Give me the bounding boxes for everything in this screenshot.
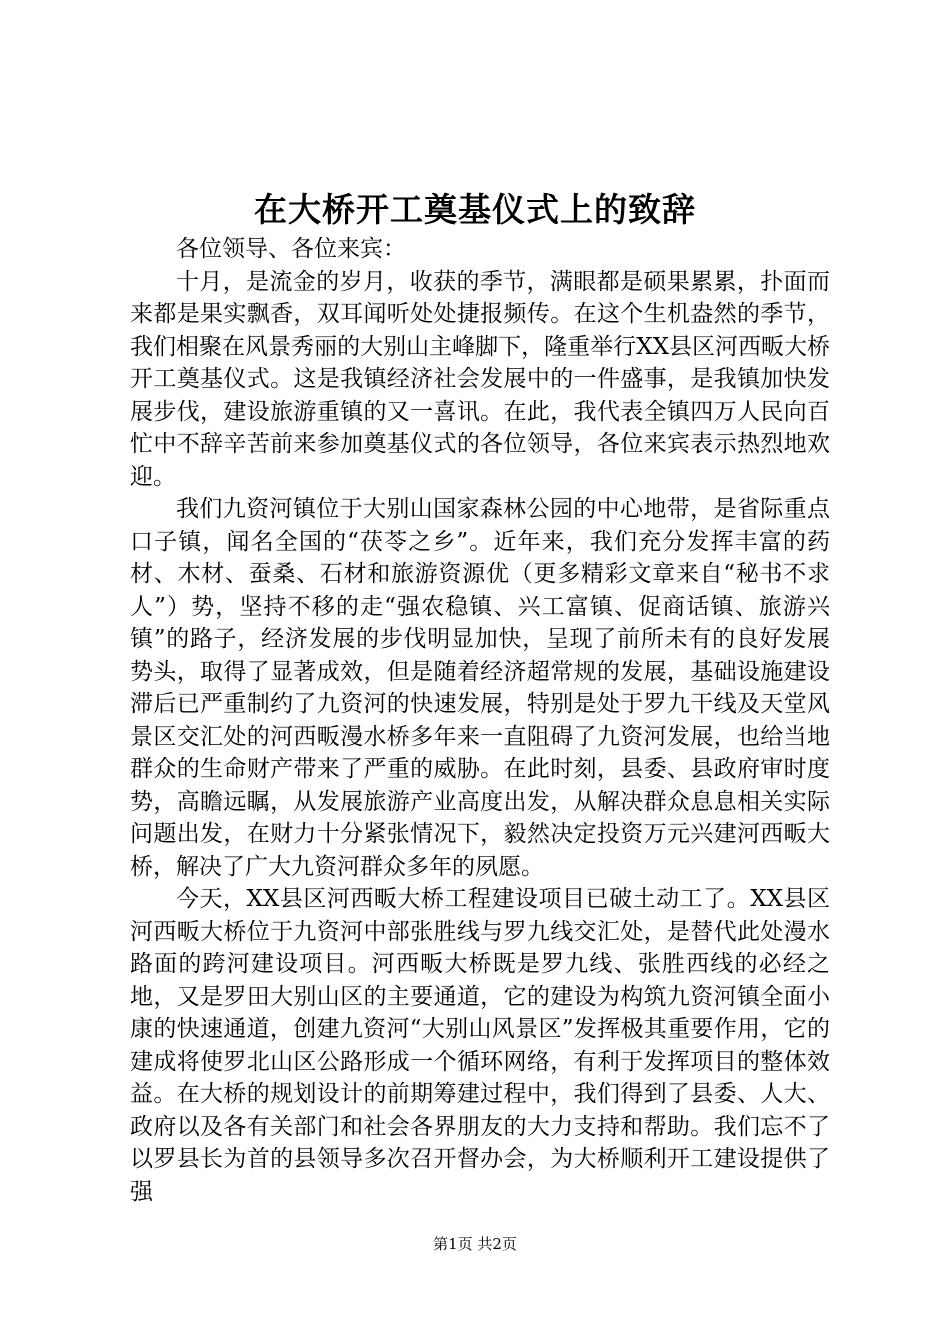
page-number-footer: 第1页 共2页 — [433, 1235, 517, 1253]
body-paragraph-1: 十月，是流金的岁月，收获的季节，满眼都是硕果累累，扑面而来都是果实飘香，双耳闻听处处捷报频传。在这个生机盎然的季节，我们相聚在风景秀丽的大别山主峰脚下，隆重举行XX县区河西畈大桥开工奠基仪式。这是我镇经济社会发展中的一件盛事，是我镇加快发展步伐，建设旅游重镇的又一喜讯。在此，我代表全镇四万人民向百忙中不辞辛苦前来参加奠基仪式的各位领导，各位来宾表示热烈地欢迎。 — [130, 268, 830, 490]
body-paragraph-2: 我们九资河镇位于大别山国家森林公园的中心地带，是省际重点口子镇，闻名全国的“茯苓之乡”。近年来，我们充分发挥丰富的药材、木材、蚕桑、石材和旅游资源优（更多精彩文章来自“秘书不求人”）势，坚持不移的走“强农稳镇、兴工富镇、促商话镇、旅游兴镇”的路子，经济发展的步伐明显加快，呈现了前所未有的良好发展势头，取得了显著成效，但是随着经济超常规的发展，基础设施建设滞后已严重制约了九资河的快速发展，特别是处于罗九干线及天堂风景区交汇处的河西畈漫水桥多年来一直阻碍了九资河发展，也给当地群众的生命财产带来了严重的威胁。在此时刻，县委、县政府审时度势，高瞻远瞩，从发展旅游产业高度出发，从解决群众息息相关实际问题出发，在财力十分紧张情况下，毅然决定投资万元兴建河西畈大桥，解决了广大九资河群众多年的夙愿。 — [130, 496, 830, 880]
body-paragraph-3: 今天，XX县区河西畈大桥工程建设项目已破土动工了。XX县区河西畈大桥位于九资河中部张胜线与罗九线交汇处，是替代此处漫水路面的跨河建设项目。河西畈大桥既是罗九线、张胜西线的必经之地，又是罗田大别山区的主要通道，它的建设为构筑九资河镇全面小康的快速通道，创建九资河“大别山风景区”发挥极其重要作用，它的建成将使罗北山区公路形成一个循环网络，有利于发挥项目的整体效益。在大桥的规划设计的前期筹建过程中，我们得到了县委、人大、政府以及各有关部门和社会各界朋友的大力支持和帮助。我们忘不了以罗县长为首的县领导多次召开督办会，为大桥顺利开工建设提供了强 — [130, 886, 830, 1205]
salutation-paragraph: 各位领导、各位来宾： — [176, 236, 406, 262]
document-body — [130, 233, 830, 1208]
document-title: 在大桥开工奠基仪式上的致辞 — [254, 190, 696, 229]
